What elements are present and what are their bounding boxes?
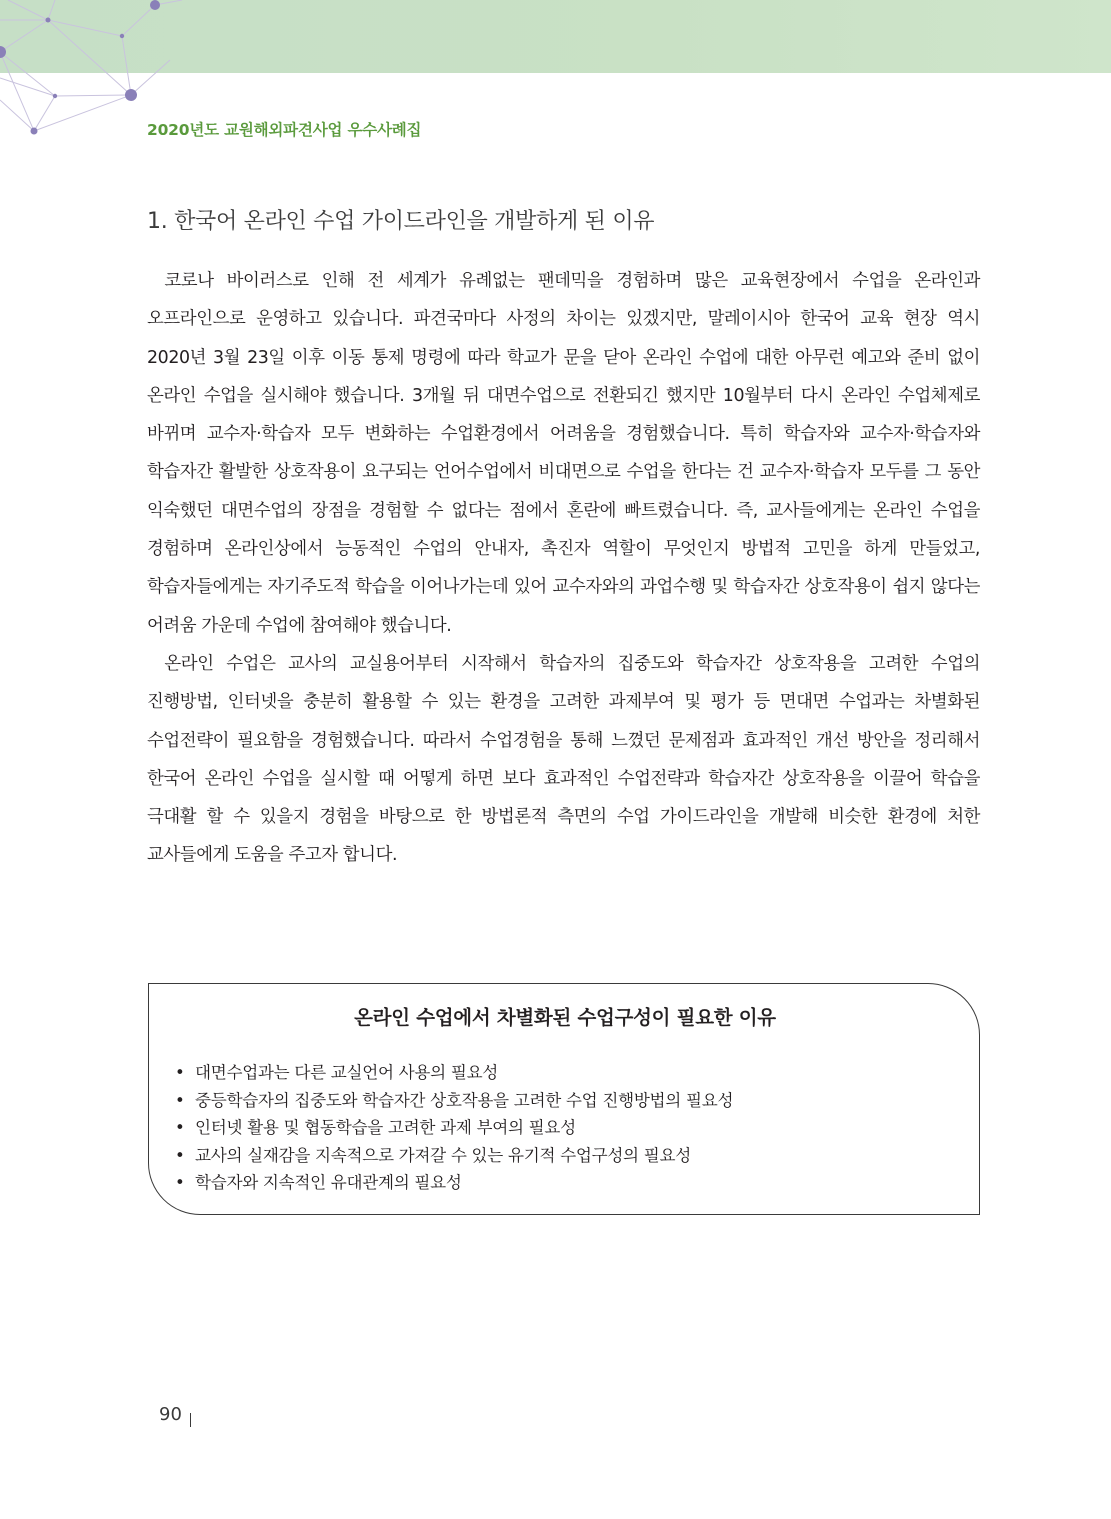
bullet-icon: • (175, 1063, 185, 1082)
bullet-icon: • (175, 1118, 185, 1137)
page-number-separator (190, 1413, 191, 1427)
list-item (175, 1142, 733, 1170)
callout-list (175, 1059, 733, 1197)
section-heading: 1. 한국어 온라인 수업 가이드라인을 개발하게 된 이유 (147, 209, 655, 234)
list-item-text: 교사의 실재감을 지속적으로 가져갈 수 있는 유기적 수업구성의 필요성 (195, 1145, 691, 1165)
body-text (147, 262, 980, 875)
list-item (175, 1059, 733, 1087)
bullet-icon: • (175, 1145, 185, 1165)
page-number: 90 (159, 1404, 182, 1425)
list-item (175, 1087, 733, 1115)
callout-title: 온라인 수업에서 차별화된 수업구성이 필요한 이유 (354, 1006, 776, 1029)
callout-box (148, 983, 980, 1215)
list-item-text: 대면수업과는 다른 교실언어 사용의 필요성 (195, 1063, 499, 1082)
list-item (175, 1114, 733, 1142)
list-item-text: 인터넷 활용 및 협동학습을 고려한 과제 부여의 필요성 (195, 1118, 576, 1137)
list-item-text: 학습자와 지속적인 유대관계의 필요성 (195, 1173, 462, 1192)
body-paragraph: 온라인 수업은 교사의 교실용어부터 시작해서 학습자의 집중도와 학습자간 상호작용을 고려한 수업의 진행방법, 인터넷을 충분히 활용할 수 있는 환경을 고려한 과제부여 및 평가 등 면대면 수업과는 차별화된 수업전략이 필요함을 경험했습니다. 따라서 수업경험을 통해 느꼈던 문제점과 효과적인 개선 방안을 정리해서 한국어 온라인 수업을 실시할 때 어떻게 하면 보다 효과적인 수업전략과 학습자간 상호작용을 이끌어 학습을 극대활 할 수 있을지 경험을 바탕으로 한 방법론적 측면의 수업 가이드라인을 개발해 비슷한 환경에 처한 교사들에게 도움을 주고자 합니다. (147, 653, 980, 866)
bullet-icon: • (175, 1173, 185, 1192)
list-item-text: 중등학습자의 집중도와 학습자간 상호작용을 고려한 수업 진행방법의 필요성 (195, 1090, 734, 1110)
bullet-icon: • (175, 1090, 185, 1110)
body-paragraph: 코로나 바이러스로 인해 전 세계가 유례없는 팬데믹을 경험하며 많은 교육현장에서 수업을 온라인과 오프라인으로 운영하고 있습니다. 파견국마다 사정의 차이는 있겠지만, 말레이시아 한국어 교육 현장 역시 2020년 3월 23일 이후 이동 통제 명령에 따라 학교가 문을 닫아 온라인 수업에 대한 아무런 예고와 준비 없이 온라인 수업을 실시해야 했습니다. 3개월 뒤 대면수업으로 전환되긴 했지만 10월부터 다시 온라인 수업체제로 바뀌며 교수자·학습자 모두 변화하는 수업환경에서 어려움을 경험했습니다. 특히 학습자와 교수자·학습자와 학습자간 활발한 상호작용이 요구되는 언어수업에서 비대면으로 수업을 한다는 건 교수자·학습자 모두를 그 동안 익숙했던 대면수업의 장점을 경험할 수 없다는 점에서 혼란에 빠트렸습니다. 즉, 교사들에게는 온라인 수업을 경험하며 온라인상에서 능동적인 수업의 안내자, 촉진자 역할이 무엇인지 방법적 고민을 하게 만들었고, 학습자들에게는 자기주도적 학습을 이어나가는데 있어 교수자와의 과업수행 및 학습자간 상호작용이 쉽지 않다는 어려움 가운데 수업에 참여해야 했습니다. (147, 271, 980, 636)
running-header: 2020년도 교원해외파견사업 우수사례집 (147, 121, 422, 139)
list-item (175, 1169, 733, 1197)
